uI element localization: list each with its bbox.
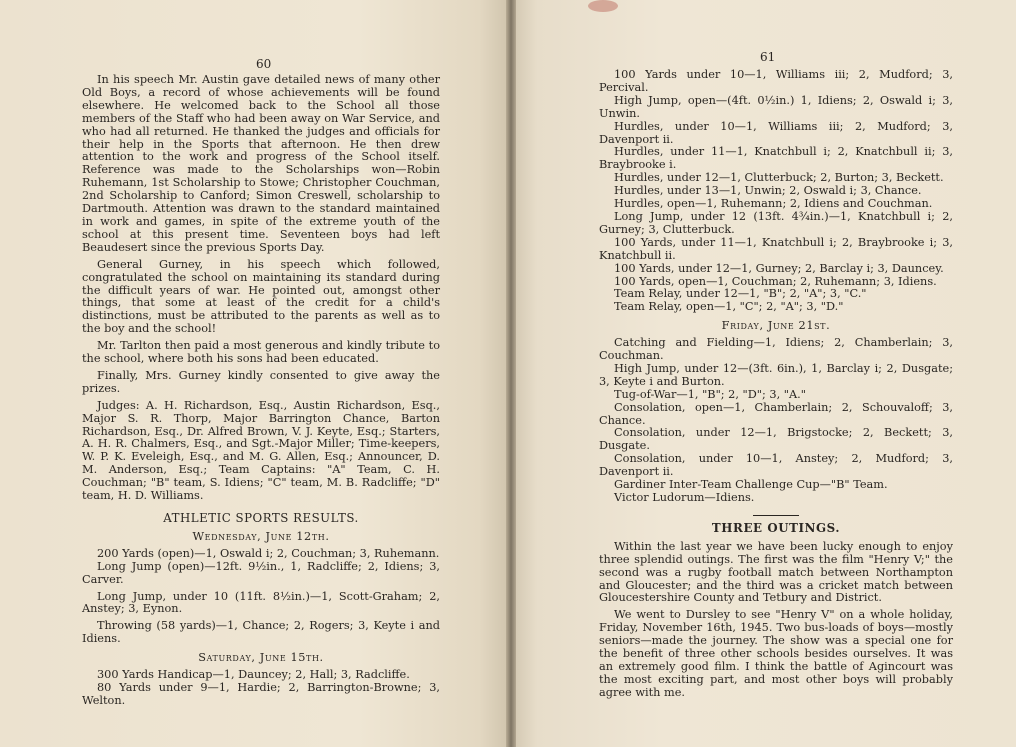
result-item: 80 Yards under 9—1, Hardie; 2, Barrington-Browne; 3, Welton. bbox=[82, 680, 440, 707]
paragraph-tarlton-tribute: Mr. Tarlton then paid a most generous and kindly tribute to the school, where both his sons had been educated. bbox=[82, 339, 440, 366]
result-item: Consolation, under 12—1, Brigstocke; 2, Beckett; 3, Dusgate. bbox=[599, 426, 953, 453]
result-item: Hurdles, open—1, Ruhemann; 2, Idiens and Couchman. bbox=[614, 197, 933, 211]
result-item: 100 Yards, under 11—1, Knatchbull i; 2, Braybrooke i; 3, Knatchbull ii. bbox=[599, 235, 953, 262]
result-item: Hurdles, under 11—1, Knatchbull i; 2, Knatchbull ii; 3, Braybrooke i. bbox=[599, 145, 953, 172]
result-item: Long Jump, under 10 (11ft. 8½in.)—1, Scott-Graham; 2, Anstey; 3, Eynon. bbox=[82, 589, 440, 616]
outings-heading: THREE OUTINGS. bbox=[711, 520, 841, 535]
saturday-heading-text: Saturday, June 15th. bbox=[198, 651, 324, 665]
friday-heading-text: Friday, June 21st. bbox=[721, 319, 831, 333]
page-number-right: 61 bbox=[760, 50, 776, 64]
right-page bbox=[512, 0, 1016, 747]
result-item: Consolation, under 10—1, Anstey; 2, Mudford; 3, Davenport ii. bbox=[599, 452, 953, 479]
wednesday-heading-text: Wednesday, June 12th. bbox=[192, 529, 330, 543]
result-item: Hurdles, under 12—1, Clutterbuck; 2, Burton; 3, Beckett. bbox=[614, 171, 944, 185]
right-column bbox=[599, 69, 953, 700]
result-item: Victor Ludorum—Idiens. bbox=[614, 491, 755, 504]
result-item: 100 Yards, under 12—1, Gurney; 2, Barclay i; 3, Dauncey. bbox=[614, 261, 944, 275]
result-item: Long Jump, under 12 (13ft. 4¾in.)—1, Knatchbull i; 2, Gurney; 3, Clutterbuck. bbox=[599, 209, 953, 236]
page-number-left: 60 bbox=[256, 57, 272, 71]
result-item: High Jump, under 12—(3ft. 6in.), 1, Barclay i; 2, Dusgate; 3, Keyte i and Burton. bbox=[599, 361, 953, 388]
result-item: Catching and Fielding—1, Idiens; 2, Chamberlain; 3, Couchman. bbox=[599, 336, 953, 363]
friday-heading bbox=[599, 320, 953, 333]
result-item: Long Jump (open)—12ft. 9½in., 1, Radcliffe; 2, Idiens; 3, Carver. bbox=[82, 559, 440, 586]
result-item: Hurdles, under 10—1, Williams iii; 2, Mudford; 3, Davenport ii. bbox=[599, 119, 953, 146]
paragraph-gurney-speech: General Gurney, in his speech which followed, congratulated the school on maintaining its standard during the difficult years of war. He pointed out, amongst other things, that some at least of the credit for a child's distinctions, must be attributed to the parents as well as to the boy and the school! bbox=[82, 257, 440, 336]
saturday-heading bbox=[82, 652, 440, 665]
left-column bbox=[82, 74, 440, 708]
result-item: Gardiner Inter-Team Challenge Cup—"B" Team. bbox=[614, 478, 888, 492]
result-item: Tug-of-War—1, "B"; 2, "D"; 3, "A." bbox=[614, 387, 806, 401]
result-item: Hurdles, under 13—1, Unwin; 2, Oswald i; 3, Chance. bbox=[614, 184, 922, 198]
result-item: 100 Yards, open—1, Couchman; 2, Ruhemann; 3, Idiens. bbox=[614, 274, 937, 288]
paragraph-henry-v: We went to Dursley to see "Henry V" on a whole holiday, Friday, November 16th, 1945. Two bus-loads of boys—mostly seniors—made the journey. The show was a special one for the benefit of three other schools besides ourselves. It was an extremely good film. I think the battle of Agincourt was the most exciting part, and most other boys will probably agree with me. bbox=[599, 608, 953, 699]
result-item: 100 Yards under 10—1, Williams iii; 2, Mudford; 3, Percival. bbox=[599, 68, 953, 94]
result-item: 200 Yards (open)—1, Oswald i; 2, Couchman; 3, Ruhemann. bbox=[97, 546, 440, 560]
result-item: Consolation, open—1, Chamberlain; 2, Schouvaloff; 3, Chance. bbox=[599, 400, 953, 427]
result-item: Team Relay, under 12—1, "B"; 2, "A"; 3, "C." bbox=[614, 287, 867, 301]
result-item: Team Relay, open—1, "C"; 2, "A"; 3, "D." bbox=[614, 300, 844, 314]
results-heading: ATHLETIC SPORTS RESULTS. bbox=[163, 511, 359, 525]
paragraph-prizes: Finally, Mrs. Gurney kindly consented to give away the prizes. bbox=[82, 368, 440, 395]
section-divider bbox=[753, 515, 799, 516]
paragraph-outings-intro: Within the last year we have been lucky enough to enjoy three splendid outings. The first was the film "Henry V;" the second was a rugby football match between Northampton and Gloucester; and the third was a cricket match between Gloucestershire County and Tetbury and District. bbox=[599, 539, 953, 605]
book-gutter bbox=[506, 0, 516, 747]
ink-stain bbox=[588, 0, 618, 12]
result-item: Throwing (58 yards)—1, Chance; 2, Rogers; 3, Keyte i and Idiens. bbox=[82, 619, 440, 646]
result-item: High Jump, open—(4ft. 0½in.) 1, Idiens; 2, Oswald i; 3, Unwin. bbox=[599, 93, 953, 120]
wednesday-heading bbox=[82, 531, 440, 544]
result-item: 300 Yards Handicap—1, Dauncey; 2, Hall; 3, Radcliffe. bbox=[97, 668, 410, 682]
paragraph-judges: Judges: A. H. Richardson, Esq., Austin Richardson, Esq., Major S. R. Thorp, Major Barrington Chance, Barton Richardson, Esq., Dr. Alfred Brown, V. J. Keyte, Esq.; Starters, A. H. R. Chalmers, Esq., and Sgt.-Major Miller; Time-keepers, W. P. K. Eveleigh, Esq., and M. G. Allen, Esq.; Announcer, D. M. Anderson, Esq.; Team Captains: "A" Team, C. H. Couchman; "B" team, S. Idiens; "C" team, M. B. Radcliffe; "D" team, H. D. Williams. bbox=[82, 398, 440, 503]
paragraph-austin-speech: In his speech Mr. Austin gave detailed news of many other Old Boys, a record of whose achievements will be found elsewhere. He welcomed back to the School all those members of the Staff who had been away on War Service, and who had all returned. He thanked the judges and officials for their help in the Sports that afternoon. He then drew attention to the work and progress of the School itself. Reference was made to the Scholarships won—Robin Ruhemann, 1st Scholarship to Stowe; Christopher Couchman, 2nd Scholarship to Canford; Simon Creswell, scholarship to Dartmouth. Attention was drawn to the standard maintained in work and games, in spite of the extreme youth of the school at this present time. Seventeen boys had left Beaudesert since the previous Sports Day. bbox=[82, 73, 440, 254]
